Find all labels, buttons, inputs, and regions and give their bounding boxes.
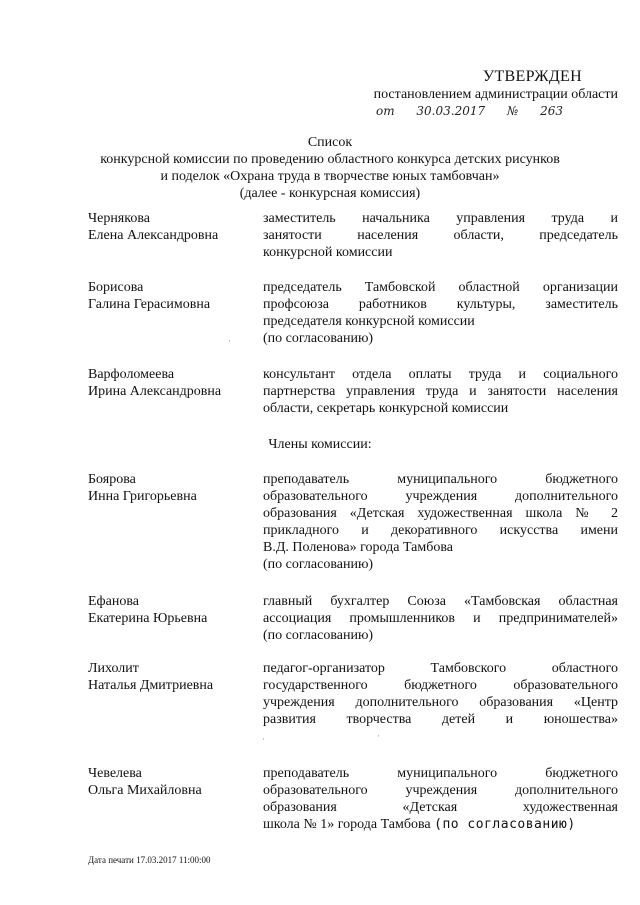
approval-line: постановлением администрации области	[373, 87, 618, 102]
position-line: (по согласованию)	[263, 557, 374, 572]
heading-line-4: (далее - конкурсная комиссия)	[239, 186, 421, 201]
position-line: образовательного учреждения дополнительного	[263, 783, 618, 798]
surname: Варфоломеева	[88, 367, 175, 382]
heading-title: Список	[307, 135, 353, 150]
person-position	[263, 279, 618, 347]
given-names: Екатерина Юрьевна	[88, 611, 208, 626]
position-line: консультант отдела оплаты труда и социального	[263, 367, 618, 382]
position-line: ассоциация промышленников и предпринимателей»	[263, 611, 618, 626]
scan-speck: ·	[377, 731, 380, 741]
position-line: конкурсной комиссии	[263, 245, 393, 260]
person-name	[88, 366, 258, 400]
person-name	[88, 593, 258, 627]
person-position	[263, 471, 618, 573]
position-line: образовательного учреждения дополнительного	[263, 489, 618, 504]
person-position	[263, 210, 618, 261]
person-position	[263, 366, 618, 417]
approval-block	[352, 68, 618, 119]
person-name	[88, 765, 258, 799]
print-date-footer: Дата печати 17.03.2017 11:00:00	[88, 855, 211, 865]
surname: Боярова	[88, 472, 136, 487]
position-line: профсоюза работников культуры, заместитель	[263, 297, 618, 312]
agreement-stamp: (по согласованию)	[434, 817, 576, 832]
person-name	[88, 471, 258, 505]
person-name	[88, 660, 258, 694]
scan-speck: ·	[228, 336, 231, 346]
surname: Чернякова	[88, 211, 150, 226]
surname: Чевелева	[88, 766, 142, 781]
position-line: заместитель начальника управления труда и	[263, 211, 618, 226]
given-names: Наталья Дмитриевна	[88, 678, 214, 693]
person-name	[88, 210, 258, 244]
position-line: председателя конкурсной комиссии	[263, 314, 475, 329]
position-line: председатель Тамбовской областной организации	[263, 280, 618, 295]
person-position	[263, 765, 618, 833]
position-line: В.Д. Поленова» города Тамбова	[263, 540, 454, 555]
person-name	[88, 279, 258, 313]
position-line: учреждения дополнительного образования «Центр	[263, 695, 618, 710]
position-line-with-stamp	[263, 816, 618, 833]
given-names: Елена Александровна	[88, 228, 219, 243]
given-names: Инна Григорьевна	[88, 489, 197, 504]
heading-line-2: конкурсной комиссии по проведению областного конкурса детских рисунков	[100, 152, 560, 167]
document-heading	[60, 134, 600, 202]
surname: Ефанова	[88, 594, 139, 609]
given-names: Ольга Михайловна	[88, 783, 202, 798]
surname: Борисова	[88, 280, 144, 295]
position-line: преподаватель муниципального бюджетного	[263, 472, 618, 487]
position-line: партнерства управления труда и занятости населения	[263, 384, 618, 399]
position-line: государственного бюджетного образовательного	[263, 678, 618, 693]
position-line: (по согласованию)	[263, 331, 374, 346]
position-line: занятости населения области, председатель	[263, 228, 618, 243]
scan-speck: ·	[262, 734, 265, 744]
members-heading: Члены комиссии:	[268, 437, 372, 452]
approval-title: УТВЕРЖДЕН	[482, 68, 582, 85]
position-line: образования «Детская художественная	[263, 800, 618, 815]
position-line: (по согласованию)	[263, 628, 374, 643]
given-names: Галина Герасимовна	[88, 297, 211, 312]
position-line: развития творчества детей и юношества»	[263, 712, 618, 727]
handwritten-date-number: от 30.03.2017 № 263	[375, 104, 563, 118]
position-line: главный бухгалтер Союза «Тамбовская областная	[263, 594, 618, 609]
person-position	[263, 593, 618, 644]
position-line: преподаватель муниципального бюджетного	[263, 766, 618, 781]
position-line: образования «Детская художественная школа № 2	[263, 506, 618, 521]
given-names: Ирина Александровна	[88, 384, 222, 399]
person-position	[263, 660, 618, 728]
position-line-text: школа № 1» города Тамбова	[263, 817, 431, 832]
position-line: прикладного и декоративного искусства имени	[263, 523, 618, 538]
heading-line-3: и поделок «Охрана труда в творчестве юных тамбовчан»	[160, 169, 500, 184]
position-line: области, секретарь конкурсной комиссии	[263, 401, 509, 416]
position-line: педагог-организатор Тамбовского областного	[263, 661, 618, 676]
surname: Лихолит	[88, 661, 139, 676]
